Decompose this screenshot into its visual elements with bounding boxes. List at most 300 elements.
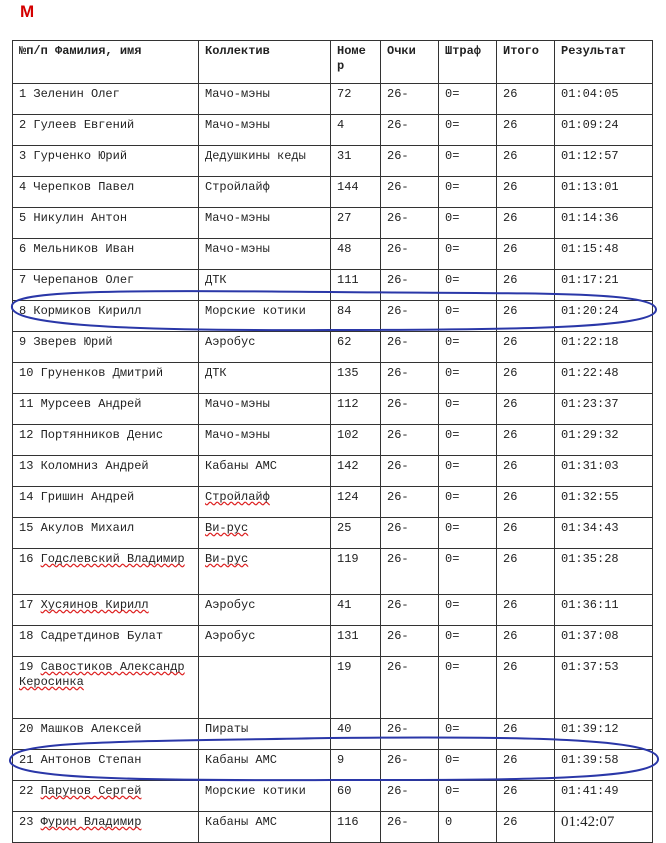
team-value: Стройлайф	[205, 490, 270, 504]
number-value: 111	[337, 273, 359, 287]
number-value: 19	[337, 660, 352, 674]
cell-result	[555, 84, 653, 115]
team-value: Мачо-мэны	[205, 118, 270, 132]
penalty-value: 0=	[445, 366, 460, 380]
cell-place-name	[13, 626, 199, 657]
cell-total	[497, 487, 555, 518]
cell-penalty	[439, 719, 497, 750]
result-value: 01:04:05	[561, 87, 619, 101]
number-value: 112	[337, 397, 359, 411]
team-value: Дедушкины кеды	[205, 149, 306, 163]
cell-points	[381, 115, 439, 146]
cell-place-name	[13, 518, 199, 549]
header-row	[13, 41, 653, 84]
cell-total	[497, 208, 555, 239]
place-number: 16	[19, 552, 34, 566]
cell-number	[331, 487, 381, 518]
place-number: 10	[19, 366, 34, 380]
number-value: 60	[337, 784, 352, 798]
table-row	[13, 487, 653, 518]
number-value: 9	[337, 753, 345, 767]
points-value: 26-	[387, 180, 409, 194]
cell-result	[555, 657, 653, 719]
cell-result	[555, 332, 653, 363]
cell-team	[199, 812, 331, 843]
cell-number	[331, 456, 381, 487]
participant-name: Антонов Степан	[40, 753, 142, 767]
cell-number	[331, 363, 381, 394]
number-value: 144	[337, 180, 359, 194]
cell-number	[331, 146, 381, 177]
team-value: Мачо-мэны	[205, 428, 270, 442]
cell-penalty	[439, 115, 497, 146]
place-number: 12	[19, 428, 34, 442]
participant-name: Хусяинов Кирилл	[40, 598, 149, 612]
cell-penalty	[439, 456, 497, 487]
participant-name: Груненков Дмитрий	[40, 366, 164, 380]
team-value: Морские котики	[205, 784, 306, 798]
total-value: 26	[503, 521, 518, 535]
header-number: Номе р	[331, 41, 381, 84]
table-row	[13, 518, 653, 549]
number-value: 72	[337, 87, 352, 101]
team-value: Аэробус	[205, 335, 256, 349]
cell-team	[199, 549, 331, 595]
number-value: 31	[337, 149, 352, 163]
penalty-value: 0=	[445, 242, 460, 256]
penalty-value: 0=	[445, 397, 460, 411]
team-value: Мачо-мэны	[205, 87, 270, 101]
cell-team	[199, 657, 331, 719]
cell-result	[555, 487, 653, 518]
cell-total	[497, 719, 555, 750]
penalty-value: 0	[445, 815, 453, 829]
penalty-value: 0=	[445, 87, 460, 101]
points-value: 26-	[387, 722, 409, 736]
cell-number	[331, 301, 381, 332]
table-row	[13, 270, 653, 301]
cell-penalty	[439, 301, 497, 332]
cell-points	[381, 332, 439, 363]
result-value: 01:12:57	[561, 149, 619, 163]
result-value: 01:09:24	[561, 118, 619, 132]
cell-team	[199, 84, 331, 115]
cell-points	[381, 394, 439, 425]
team-value: ДТК	[205, 273, 227, 287]
result-value: 01:37:08	[561, 629, 619, 643]
cell-result	[555, 549, 653, 595]
cell-number	[331, 270, 381, 301]
place-number: 1	[19, 87, 27, 101]
participant-name: Годслевский Владимир	[40, 552, 185, 566]
cell-team	[199, 270, 331, 301]
cell-result	[555, 270, 653, 301]
cell-number	[331, 595, 381, 626]
number-value: 62	[337, 335, 352, 349]
total-value: 26	[503, 397, 518, 411]
cell-place-name	[13, 549, 199, 595]
place-number: 19	[19, 660, 34, 674]
cell-place-name	[13, 456, 199, 487]
cell-total	[497, 750, 555, 781]
cell-team	[199, 146, 331, 177]
cell-team	[199, 487, 331, 518]
total-value: 26	[503, 753, 518, 767]
result-value: 01:29:32	[561, 428, 619, 442]
participant-name: Зеленин Олег	[33, 87, 120, 101]
cell-points	[381, 781, 439, 812]
participant-name: Черепанов Олег	[33, 273, 135, 287]
cell-result	[555, 595, 653, 626]
cell-points	[381, 487, 439, 518]
result-value: 01:41:49	[561, 784, 619, 798]
cell-result	[555, 301, 653, 332]
participant-name: Акулов Михаил	[40, 521, 135, 535]
cell-penalty	[439, 332, 497, 363]
penalty-value: 0=	[445, 552, 460, 566]
place-number: 22	[19, 784, 34, 798]
header-place-name: №п/п Фамилия, имя	[13, 41, 199, 84]
participant-name: Гришин Андрей	[40, 490, 135, 504]
participant-name: Портянников Денис	[40, 428, 164, 442]
cell-number	[331, 719, 381, 750]
place-number: 15	[19, 521, 34, 535]
total-value: 26	[503, 490, 518, 504]
penalty-value: 0=	[445, 490, 460, 504]
total-value: 26	[503, 428, 518, 442]
table-row	[13, 332, 653, 363]
table-row	[13, 84, 653, 115]
penalty-value: 0=	[445, 335, 460, 349]
participant-name: Гулеев Евгений	[33, 118, 135, 132]
team-value: Аэробус	[205, 629, 256, 643]
cell-place-name	[13, 84, 199, 115]
penalty-value: 0=	[445, 149, 460, 163]
corner-mark: M	[20, 2, 35, 21]
table-row	[13, 239, 653, 270]
place-number: 14	[19, 490, 34, 504]
number-value: 116	[337, 815, 359, 829]
cell-team	[199, 115, 331, 146]
place-number: 2	[19, 118, 27, 132]
cell-points	[381, 363, 439, 394]
cell-result	[555, 425, 653, 456]
cell-team	[199, 239, 331, 270]
cell-number	[331, 425, 381, 456]
number-value: 25	[337, 521, 352, 535]
result-value: 01:39:12	[561, 722, 619, 736]
cell-total	[497, 363, 555, 394]
team-value: Пираты	[205, 722, 249, 736]
results-body	[13, 84, 653, 843]
penalty-value: 0=	[445, 598, 460, 612]
participant-name: Савостиков Александр Керосинка	[19, 660, 185, 689]
cell-number	[331, 84, 381, 115]
place-number: 9	[19, 335, 27, 349]
number-value: 131	[337, 629, 359, 643]
penalty-value: 0=	[445, 428, 460, 442]
table-row	[13, 146, 653, 177]
cell-total	[497, 177, 555, 208]
cell-team	[199, 456, 331, 487]
table-row	[13, 394, 653, 425]
result-value: 01:22:18	[561, 335, 619, 349]
cell-team	[199, 626, 331, 657]
team-value: Мачо-мэны	[205, 211, 270, 225]
table-row	[13, 657, 653, 719]
cell-penalty	[439, 549, 497, 595]
cell-points	[381, 518, 439, 549]
place-number: 23	[19, 815, 34, 829]
cell-place-name	[13, 270, 199, 301]
penalty-value: 0=	[445, 784, 460, 798]
total-value: 26	[503, 459, 518, 473]
participant-name: Мельников Иван	[33, 242, 135, 256]
result-value: 01:37:53	[561, 660, 619, 674]
participant-name: Парунов Сергей	[40, 784, 142, 798]
points-value: 26-	[387, 397, 409, 411]
cell-penalty	[439, 595, 497, 626]
result-value: 01:20:24	[561, 304, 619, 318]
cell-team	[199, 595, 331, 626]
cell-points	[381, 657, 439, 719]
cell-penalty	[439, 146, 497, 177]
number-value: 41	[337, 598, 352, 612]
cell-result	[555, 394, 653, 425]
result-value: 01:34:43	[561, 521, 619, 535]
place-number: 5	[19, 211, 27, 225]
participant-name: Коломниз Андрей	[40, 459, 149, 473]
total-value: 26	[503, 629, 518, 643]
participant-name: Зверев Юрий	[33, 335, 113, 349]
cell-penalty	[439, 425, 497, 456]
points-value: 26-	[387, 629, 409, 643]
cell-team	[199, 719, 331, 750]
cell-number	[331, 208, 381, 239]
penalty-value: 0=	[445, 660, 460, 674]
penalty-value: 0=	[445, 521, 460, 535]
team-value: Кабаны АМС	[205, 815, 278, 829]
cell-result	[555, 750, 653, 781]
penalty-value: 0=	[445, 118, 460, 132]
total-value: 26	[503, 180, 518, 194]
participant-name: Фурин Владимир	[40, 815, 142, 829]
table-row	[13, 595, 653, 626]
total-value: 26	[503, 335, 518, 349]
cell-team	[199, 363, 331, 394]
number-value: 40	[337, 722, 352, 736]
points-value: 26-	[387, 784, 409, 798]
cell-penalty	[439, 626, 497, 657]
cell-points	[381, 812, 439, 843]
cell-penalty	[439, 657, 497, 719]
participant-name: Черепков Павел	[33, 180, 135, 194]
points-value: 26-	[387, 118, 409, 132]
place-number: 21	[19, 753, 34, 767]
cell-number	[331, 657, 381, 719]
cell-total	[497, 812, 555, 843]
table-row	[13, 812, 653, 843]
participant-name: Машков Алексей	[40, 722, 142, 736]
table-row	[13, 781, 653, 812]
cell-place-name	[13, 781, 199, 812]
number-value: 4	[337, 118, 345, 132]
cell-number	[331, 750, 381, 781]
cell-number	[331, 394, 381, 425]
total-value: 26	[503, 598, 518, 612]
points-value: 26-	[387, 490, 409, 504]
points-value: 26-	[387, 660, 409, 674]
team-value: Ви-рус	[205, 521, 249, 535]
table-row	[13, 115, 653, 146]
cell-place-name	[13, 301, 199, 332]
table-row	[13, 549, 653, 595]
points-value: 26-	[387, 304, 409, 318]
total-value: 26	[503, 118, 518, 132]
table-row	[13, 626, 653, 657]
cell-total	[497, 84, 555, 115]
cell-team	[199, 301, 331, 332]
total-value: 26	[503, 242, 518, 256]
penalty-value: 0=	[445, 753, 460, 767]
team-value: Мачо-мэны	[205, 242, 270, 256]
result-value: 01:22:48	[561, 366, 619, 380]
team-value: Аэробус	[205, 598, 256, 612]
cell-total	[497, 115, 555, 146]
points-value: 26-	[387, 335, 409, 349]
total-value: 26	[503, 784, 518, 798]
participant-name: Гурченко Юрий	[33, 149, 128, 163]
cell-team	[199, 332, 331, 363]
cell-result	[555, 456, 653, 487]
cell-total	[497, 456, 555, 487]
cell-place-name	[13, 208, 199, 239]
cell-points	[381, 626, 439, 657]
place-number: 11	[19, 397, 34, 411]
table-row	[13, 456, 653, 487]
points-value: 26-	[387, 459, 409, 473]
cell-penalty	[439, 781, 497, 812]
result-value: 01:42:07	[561, 814, 615, 830]
place-number: 7	[19, 273, 27, 287]
number-value: 124	[337, 490, 359, 504]
team-value: Морские котики	[205, 304, 306, 318]
table-row	[13, 208, 653, 239]
result-value: 01:15:48	[561, 242, 619, 256]
total-value: 26	[503, 552, 518, 566]
cell-number	[331, 115, 381, 146]
place-number: 3	[19, 149, 27, 163]
cell-result	[555, 115, 653, 146]
cell-total	[497, 394, 555, 425]
cell-points	[381, 84, 439, 115]
cell-total	[497, 657, 555, 719]
cell-points	[381, 208, 439, 239]
cell-place-name	[13, 146, 199, 177]
cell-points	[381, 595, 439, 626]
cell-total	[497, 549, 555, 595]
cell-total	[497, 146, 555, 177]
result-value: 01:36:11	[561, 598, 619, 612]
points-value: 26-	[387, 428, 409, 442]
cell-number	[331, 781, 381, 812]
team-value: Мачо-мэны	[205, 397, 270, 411]
cell-number	[331, 518, 381, 549]
cell-number	[331, 239, 381, 270]
points-value: 26-	[387, 552, 409, 566]
points-value: 26-	[387, 273, 409, 287]
cell-place-name	[13, 332, 199, 363]
place-number: 18	[19, 629, 34, 643]
result-value: 01:35:28	[561, 552, 619, 566]
cell-team	[199, 425, 331, 456]
cell-penalty	[439, 394, 497, 425]
cell-team	[199, 750, 331, 781]
cell-points	[381, 425, 439, 456]
result-value: 01:13:01	[561, 180, 619, 194]
total-value: 26	[503, 660, 518, 674]
header-total: Итого	[497, 41, 555, 84]
cell-points	[381, 301, 439, 332]
cell-points	[381, 549, 439, 595]
total-value: 26	[503, 211, 518, 225]
cell-team	[199, 781, 331, 812]
cell-points	[381, 239, 439, 270]
cell-result	[555, 812, 653, 843]
results-table	[12, 40, 653, 843]
cell-number	[331, 626, 381, 657]
team-value: Кабаны АМС	[205, 753, 278, 767]
number-value: 84	[337, 304, 352, 318]
cell-penalty	[439, 750, 497, 781]
cell-points	[381, 750, 439, 781]
cell-total	[497, 301, 555, 332]
place-number: 6	[19, 242, 27, 256]
cell-total	[497, 595, 555, 626]
cell-penalty	[439, 208, 497, 239]
points-value: 26-	[387, 815, 409, 829]
table-row	[13, 363, 653, 394]
penalty-value: 0=	[445, 273, 460, 287]
participant-name: Мурсеев Андрей	[40, 397, 142, 411]
result-value: 01:14:36	[561, 211, 619, 225]
result-value: 01:32:55	[561, 490, 619, 504]
cell-result	[555, 781, 653, 812]
cell-result	[555, 146, 653, 177]
cell-team	[199, 177, 331, 208]
cell-team	[199, 208, 331, 239]
cell-penalty	[439, 487, 497, 518]
cell-place-name	[13, 719, 199, 750]
cell-penalty	[439, 239, 497, 270]
cell-result	[555, 626, 653, 657]
cell-points	[381, 177, 439, 208]
cell-penalty	[439, 270, 497, 301]
cell-total	[497, 626, 555, 657]
result-value: 01:17:21	[561, 273, 619, 287]
points-value: 26-	[387, 366, 409, 380]
result-value: 01:23:37	[561, 397, 619, 411]
cell-place-name	[13, 487, 199, 518]
cell-number	[331, 332, 381, 363]
number-value: 142	[337, 459, 359, 473]
cell-number	[331, 549, 381, 595]
cell-place-name	[13, 363, 199, 394]
cell-team	[199, 394, 331, 425]
cell-place-name	[13, 812, 199, 843]
number-value: 119	[337, 552, 359, 566]
place-number: 4	[19, 180, 27, 194]
